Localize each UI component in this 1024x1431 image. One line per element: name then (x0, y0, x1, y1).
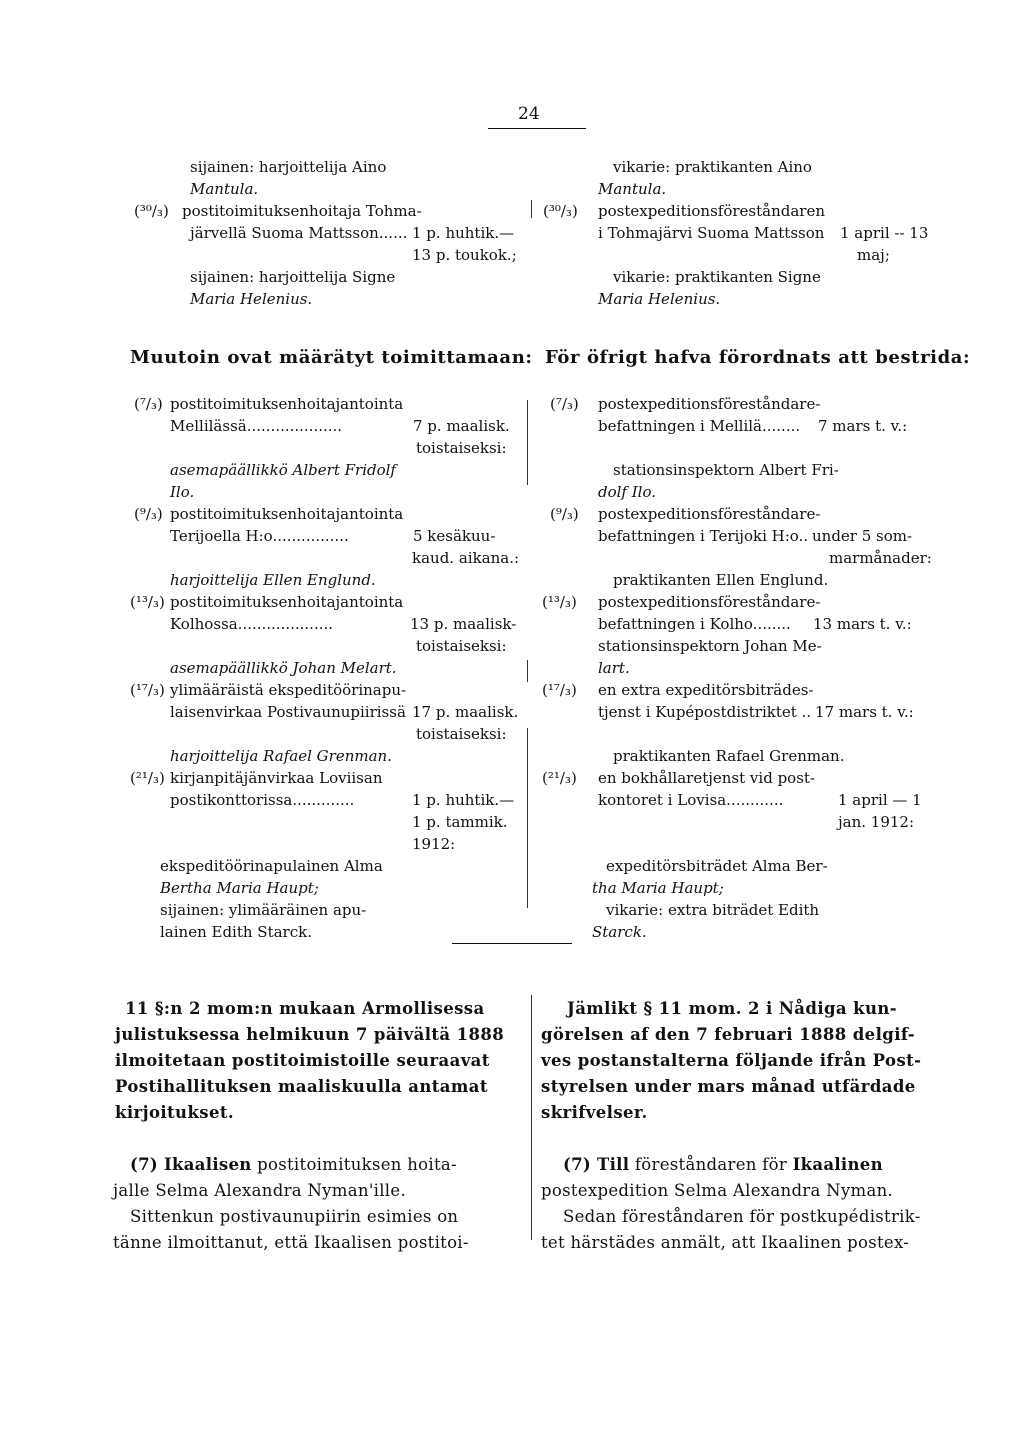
date-text: 7 p. maalisk. (413, 417, 510, 435)
text-line: vikarie: extra biträdet Edith (606, 901, 820, 919)
date-text: jan. 1912: (838, 813, 915, 831)
paragraph-place: Ikaalinen (792, 1155, 883, 1174)
date-text: 1912: (412, 835, 456, 853)
text-line: praktikanten Rafael Grenman. (613, 747, 845, 765)
text-line: kirjanpitäjänvirkaa Loviisan (170, 769, 383, 787)
text-line: Starck. (592, 923, 647, 941)
paragraph-line: postexpedition Selma Alexandra Nyman. (541, 1181, 894, 1200)
paragraph-line: tet härstädes anmält, att Ikaalinen postex- (541, 1233, 910, 1252)
text-line: Maria Helenius. (598, 290, 721, 308)
paragraph-heading: (7) Ikaalisen (130, 1155, 252, 1174)
notice-line: Postihallituksen maaliskuulla antamat (115, 1077, 488, 1096)
date-text: 1 p. huhtik.— (412, 791, 515, 809)
date-text: under 5 som- (812, 527, 913, 545)
text-line: sijainen: ylimääräinen apu- (160, 901, 367, 919)
text-line: tha Maria Haupt; (592, 879, 724, 897)
page-number-rule (488, 128, 586, 129)
notice-line: styrelsen under mars månad utfärdade (541, 1077, 916, 1096)
date-text: kaud. aikana.: (412, 549, 520, 567)
text-line: lainen Edith Starck. (160, 923, 312, 941)
text-line: ylimääräistä ekspeditöörinapu- (170, 681, 407, 699)
paragraph-text: föreståndaren för (629, 1155, 793, 1174)
text-line: toistaiseksi: (416, 725, 507, 743)
date-text: 13 p. toukok.; (412, 246, 517, 264)
column-divider (527, 400, 528, 485)
date-text: 7 mars t. v.: (818, 417, 908, 435)
date-text: marmånader: (829, 549, 932, 567)
entry-ref: (¹³/₃) (130, 593, 165, 611)
text-line: postitoimituksenhoitajantointa (170, 593, 404, 611)
text-line: en bokhållaretjenst vid post- (598, 769, 815, 787)
entry-ref: (⁹/₃) (134, 505, 163, 523)
text-line: järvellä Suoma Mattsson...... (190, 224, 408, 242)
text-line: postikonttorissa............. (170, 791, 355, 809)
notice-line: ilmoitetaan postitoimistoille seuraavat (115, 1051, 490, 1070)
date-text: 1 april — 1 (838, 791, 922, 809)
entry-ref: (⁷/₃) (134, 395, 163, 413)
text-line: i Tohmajärvi Suoma Mattsson (598, 224, 825, 242)
text-line: Kolhossa.................... (170, 615, 334, 633)
text-line: Terijoella H:o................ (170, 527, 349, 545)
text-line: Bertha Maria Haupt; (160, 879, 319, 897)
text-line: Mantula. (598, 180, 667, 198)
text-line: Mellilässä.................... (170, 417, 343, 435)
paragraph-line: Sedan föreståndaren för postkupédistrik- (563, 1207, 921, 1226)
paragraph-line (563, 1153, 883, 1177)
text-line: Maria Helenius. (190, 290, 313, 308)
entry-ref: (¹⁷/₃) (542, 681, 577, 699)
column-divider (531, 200, 532, 218)
date-text: 1 p. huhtik.— (412, 224, 515, 242)
text-line: laisenvirkaa Postivaunupiirissä (170, 703, 406, 721)
text-line: postexpeditionsföreståndare- (598, 395, 821, 413)
page-number: 24 (518, 104, 540, 124)
entry-ref: (¹³/₃) (542, 593, 577, 611)
text-line: Ilo. (170, 483, 195, 501)
date-text: 17 mars t. v.: (815, 703, 914, 721)
text-line: harjoittelija Rafael Grenman. (170, 747, 392, 765)
column-divider (527, 728, 528, 908)
paragraph-line: tänne ilmoittanut, että Ikaalisen postitoi- (113, 1233, 469, 1252)
text-line: befattningen i Kolho........ (598, 615, 791, 633)
notice-line: kirjoitukset. (115, 1103, 235, 1122)
paragraph-line: jalle Selma Alexandra Nyman'ille. (113, 1181, 406, 1200)
text-line: postexpeditionsföreståndare- (598, 505, 821, 523)
column-divider (527, 660, 528, 682)
entry-ref: (⁹/₃) (550, 505, 579, 523)
paragraph-line (130, 1153, 457, 1177)
text-line: dolf Ilo. (598, 483, 657, 501)
text-line: befattningen i Terijoki H:o.. (598, 527, 809, 545)
text-line: postexpeditionsföreståndaren (598, 202, 825, 220)
text-line: sijainen: harjoittelija Signe (190, 268, 396, 286)
text-line: sijainen: harjoittelija Aino (190, 158, 387, 176)
text-line: postitoimituksenhoitajantointa (170, 395, 404, 413)
text-line: kontoret i Lovisa............ (598, 791, 784, 809)
text-line: asemapäällikkö Albert Fridolf (170, 461, 396, 479)
notice-line: görelsen af den 7 februari 1888 delgif- (541, 1025, 916, 1044)
paragraph-text: postitoimituksen hoita- (251, 1155, 457, 1174)
text-line: tjenst i Kupépostdistriktet .. (598, 703, 812, 721)
text-line: toistaiseksi: (416, 637, 507, 655)
entry-ref: (⁷/₃) (550, 395, 579, 413)
text-line: ekspeditöörinapulainen Alma (160, 857, 383, 875)
date-text: 1 april -- 13 (840, 224, 929, 242)
entry-ref: (¹⁷/₃) (130, 681, 165, 699)
paragraph-line: Sittenkun postivaunupiirin esimies on (130, 1207, 459, 1226)
notice-line: 11 §:n 2 mom:n mukaan Armollisessa (125, 999, 485, 1018)
notice-line: Jämlikt § 11 mom. 2 i Nådiga kun- (567, 999, 898, 1018)
text-line: expeditörsbiträdet Alma Ber- (606, 857, 828, 875)
date-text: 1 p. tammik. (412, 813, 508, 831)
text-line: stationsinspektorn Johan Me- (598, 637, 822, 655)
text-line: asemapäällikkö Johan Melart. (170, 659, 397, 677)
heading-left: Muutoin ovat määrätyt toimittamaan: (130, 347, 533, 368)
section-separator (452, 943, 572, 944)
text-line: toistaiseksi: (416, 439, 507, 457)
text-line: postitoimituksenhoitaja Tohma- (182, 202, 422, 220)
text-line: postitoimituksenhoitajantointa (170, 505, 404, 523)
date-text: maj; (857, 246, 890, 264)
entry-ref: (³⁰/₃) (134, 202, 169, 220)
date-text: 13 p. maalisk- (410, 615, 517, 633)
entry-ref: (²¹/₃) (130, 769, 165, 787)
text-line: befattningen i Mellilä........ (598, 417, 801, 435)
heading-right: För öfrigt hafva förordnats att bestrida: (545, 347, 971, 368)
text-line: lart. (598, 659, 630, 677)
notice-line: julistuksessa helmikuun 7 päivältä 1888 (115, 1025, 505, 1044)
text-line: harjoittelija Ellen Englund. (170, 571, 376, 589)
entry-ref: (²¹/₃) (542, 769, 577, 787)
text-line: vikarie: praktikanten Signe (613, 268, 821, 286)
text-line: en extra expeditörsbiträdes- (598, 681, 814, 699)
text-line: postexpeditionsföreståndare- (598, 593, 821, 611)
text-line: Mantula. (190, 180, 259, 198)
date-text: 13 mars t. v.: (813, 615, 912, 633)
text-line: praktikanten Ellen Englund. (613, 571, 829, 589)
paragraph-heading: (7) Till (563, 1155, 630, 1174)
date-text: 17 p. maalisk. (412, 703, 519, 721)
notice-line: skrifvelser. (541, 1103, 648, 1122)
text-line: stationsinspektorn Albert Fri- (613, 461, 839, 479)
text-line: vikarie: praktikanten Aino (613, 158, 812, 176)
column-divider (531, 995, 532, 1240)
date-text: 5 kesäkuu- (413, 527, 496, 545)
entry-ref: (³⁰/₃) (543, 202, 578, 220)
notice-line: ves postanstalterna följande ifrån Post- (541, 1051, 922, 1070)
